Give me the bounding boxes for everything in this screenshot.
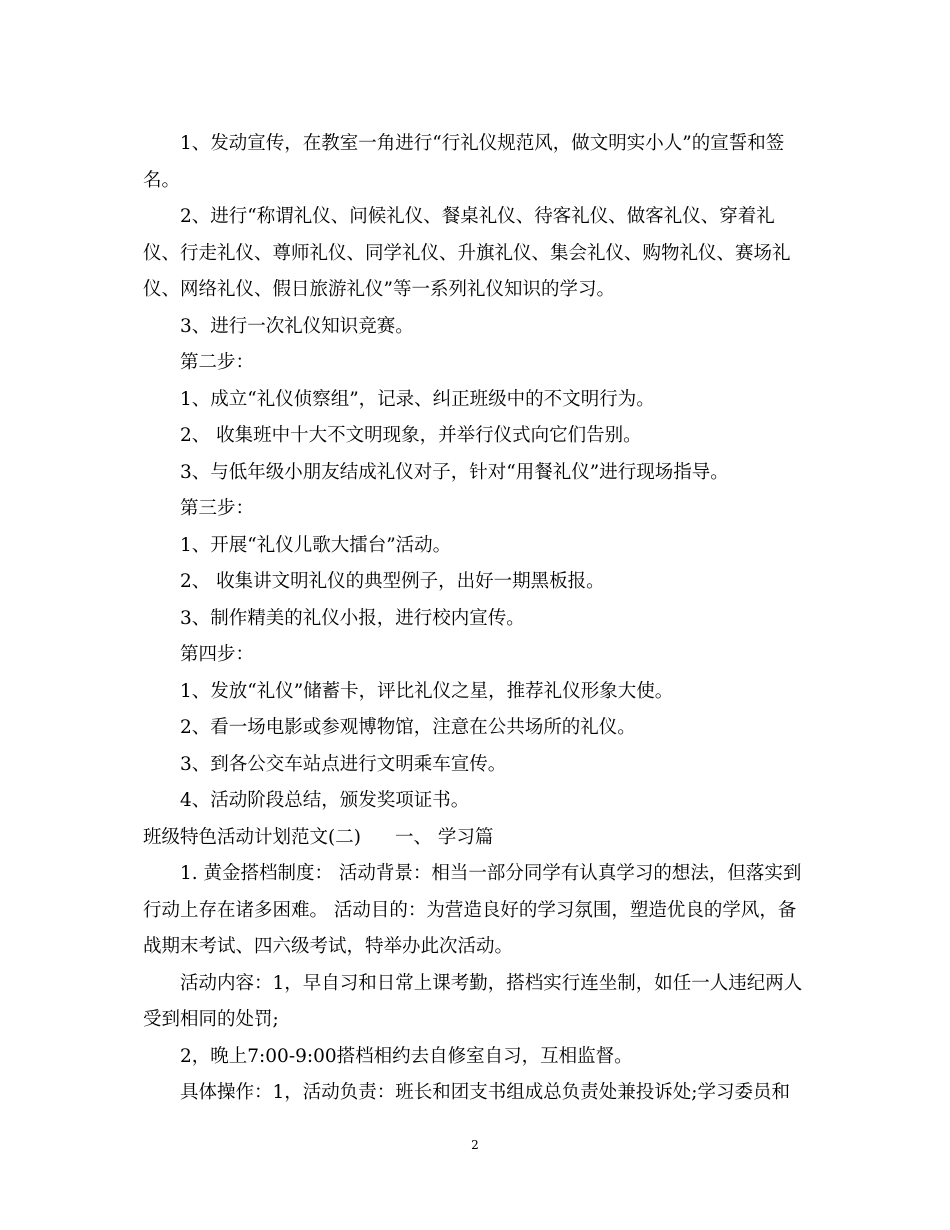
paragraph: 3、制作精美的礼仪小报，进行校内宣传。 xyxy=(180,607,525,629)
paragraph: 具体操作：1，活动负责：班长和团支书组成总负责处兼投诉处;学习委员和 xyxy=(180,1082,791,1103)
paragraph: 1. 黄金搭档制度： 活动背景：相当一部分同学有认真学习的想法，但落实到行动上存在诸多困难。 活动目的：为营造良好的学习氛围，塑造优良的学风，备战期末考试、四六级考试，特举办此次活动。 xyxy=(143,863,802,957)
section-title-line xyxy=(143,820,808,857)
section-subtitle: 一、 学习篇 xyxy=(394,826,494,848)
step-heading: 第三步： xyxy=(180,498,255,519)
paragraph: 2、进行“称谓礼仪、问候礼仪、餐桌礼仪、待客礼仪、做客礼仪、穿着礼仪、行走礼仪、尊师礼仪、同学礼仪、升旗礼仪、集会礼仪、购物礼仪、赛场礼仪、网络礼仪、假日旅游礼仪”等一系列礼仪知识的学习。 xyxy=(143,206,791,300)
paragraph: 3、与低年级小朋友结成礼仪对子，针对“用餐礼仪”进行现场指导。 xyxy=(180,461,729,483)
paragraph: 1、开展“礼仪儿歌大擂台”活动。 xyxy=(180,534,452,556)
paragraph: 2、 收集班中十大不文明现象，并举行仪式向它们告别。 xyxy=(180,425,642,446)
section-title: 班级特色活动计划范文(二) xyxy=(143,826,361,848)
step-heading: 第四步： xyxy=(180,644,255,665)
step-heading: 第二步： xyxy=(180,352,255,373)
document-body xyxy=(143,126,808,1112)
paragraph: 2，晚上7:00-9:00搭档相约去自修室自习，互相监督。 xyxy=(180,1045,633,1067)
paragraph: 活动内容：1，早自习和日常上课考勤，搭档实行连坐制，如任一人违纪两人受到相同的处罚; xyxy=(143,972,803,1030)
paragraph: 1、发动宣传，在教室一角进行“行礼仪规范风，做文明实小人”的宣誓和签名。 xyxy=(143,133,785,191)
paragraph: 3、到各公交车站点进行文明乘车宣传。 xyxy=(180,753,507,775)
paragraph: 3、进行一次礼仪知识竞赛。 xyxy=(180,315,414,337)
paragraph: 2、 收集讲文明礼仪的典型例子，出好一期黑板报。 xyxy=(180,571,605,592)
page-number: 2 xyxy=(471,1138,479,1152)
paragraph: 1、成立“礼仪侦察组”，记录、纠正班级中的不文明行为。 xyxy=(180,388,655,410)
paragraph: 4、活动阶段总结，颁发奖项证书。 xyxy=(180,790,470,811)
paragraph: 1、发放“礼仪”储蓄卡，评比礼仪之星，推荐礼仪形象大使。 xyxy=(180,680,674,702)
paragraph: 2、看一场电影或参观博物馆，注意在公共场所的礼仪。 xyxy=(180,717,636,738)
